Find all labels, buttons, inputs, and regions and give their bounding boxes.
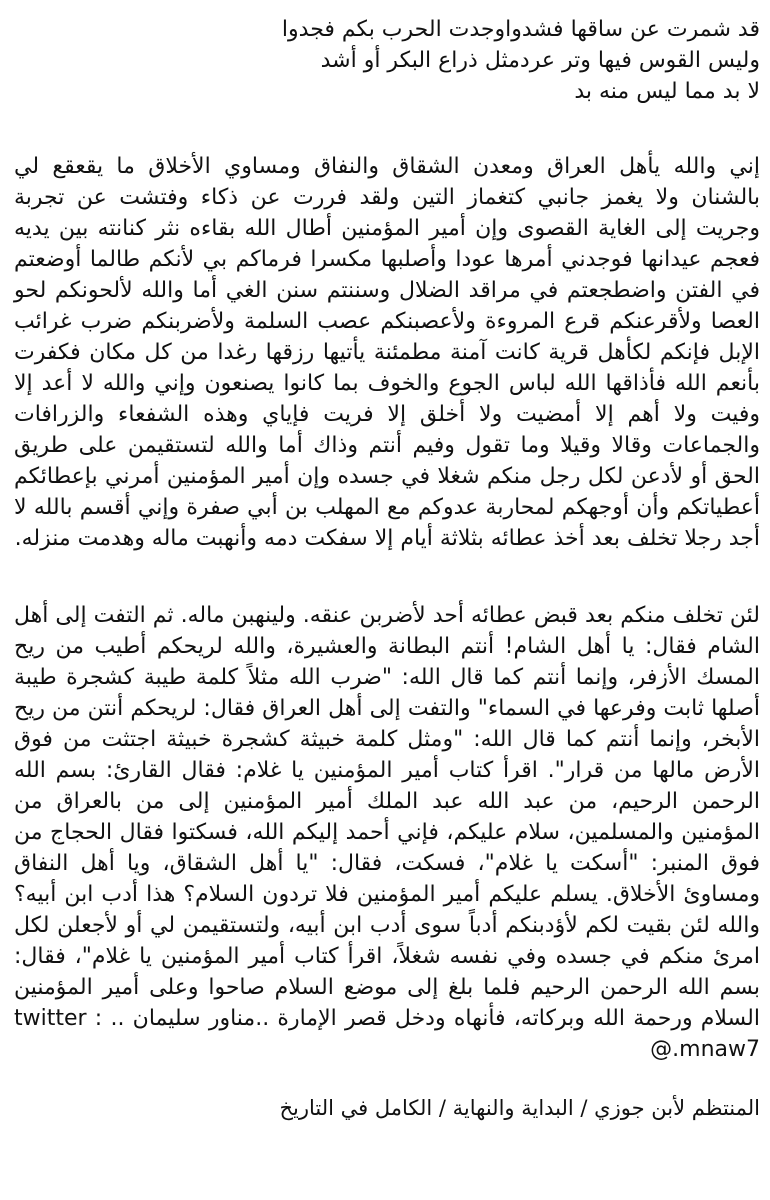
poem-verses: [14, 14, 760, 107]
letter-text: لئن تخلف منكم بعد قبض عطائه أحد لأضربن عنقه. ولينهبن ماله. ثم التفت إلى أهل الشام فقال: يا أهل الشام! أنتم البطانة والعشيرة، والله لريحكم أطيب من ريح المسك الأزفر، وإنما أنتم كما قال الله: "ضرب الله مثلاً كلمة طيبة كشجرة طيبة أصلها ثابت وفرعها في السماء" والتفت إلى أهل العراق فقال: لريحكم أنتن من ريح الأبخر، وإنما أنتم كما قال الله: "ومثل كلمة خبيثة كشجرة خبيثة اجتثت من فوق الأرض مالها من قرار". اقرأ كتاب أمير المؤمنين يا غلام: فقال القارئ: بسم الله الرحمن الرحيم، من عبد الله عبد الملك أمير المؤمنين إلى من بالعراق من المؤمنين والمسلمين، سلام عليكم، فإني أحمد إليكم الله، فسكتوا فقال الحجاج من فوق المنبر: "أسكت يا غلام"، فسكت، فقال: "يا أهل الشقاق، ويا أهل النفاق ومساوئ الأخلاق. يسلم عليكم أمير المؤمنين فلا تردون السلام؟ هذا أدب ابن أبيه؟ والله لئن بقيت لكم لأؤدبنكم أدباً سوى أدب ابن أبيه، ولتستقيمن لي أو لأجعلن لكل امرئ منكم في جسده وفي نفسه شغلاً، اقرأ كتاب أمير المؤمنين يا غلام"، فقال: بسم الله الرحمن الرحيم فلما بلغ إلى موضع السلام صاحوا وعلى أمير المؤمنين السلام ورحمة الله وبركاته، فأنهاه ودخل قصر الإمارة ..مناور سليمان ..: [14, 603, 760, 1031]
poem-line: قد شمرت عن ساقها فشدواوجدت الحرب بكم فجدوا: [281, 17, 760, 42]
sources-line: المنتظم لأبن جوزي / البداية والنهاية / الكامل في التاريخ: [279, 1096, 760, 1120]
letter-paragraph: [14, 600, 760, 1065]
speech-paragraph: إني والله يأهل العراق ومعدن الشقاق والنفاق ومساوي الأخلاق ما يقعقع لي بالشنان ولا يغمز جانبي كتغماز التين ولقد فررت عن ذكاء وفتشت عن تجربة وجريت إلى الغاية القصوى وإن أمير المؤمنين أطال الله بقاءه نثر كنانته بين يديه فعجم عيدانها فوجدني أمرها عودا وأصلبها مكسرا فرماكم بي لأنكم طالما أوضعتم في الفتن واضطجعتم في مراقد الضلال وسننتم سنن الغي أما والله لألحونكم لحو العصا ولأقرعنكم قرع المروءة ولأعصبنكم عصب السلمة ولأضربنكم ضرب غرائب الإبل فإنكم لكأهل قرية كانت آمنة مطمئنة يأتيها رزقها رغدا من كل مكان فكفرت بأنعم الله فأذاقها الله لباس الجوع والخوف بما كانوا يصنعون وإني والله لا أعد إلا وفيت ولا أهم إلا أمضيت ولا أخلق إلا فريت فإياي وهذه الشفعاء والزرافات والجماعات وقالا وقيلا وما تقول وفيم أنتم وذاك أما والله لتستقيمن على طريق الحق أو لأدعن لكل رجل منكم شغلا في جسده وإن أمير المؤمنين أمرني بإعطائكم أعطياتكم وأن أوجهكم لمحاربة عدوكم مع المهلب بن أبي صفرة وإني أقسم بالله لا أجد رجلا تخلف بعد أخذ عطائه بثلاثة أيام إلا سفكت دمه وأنهبت ماله وهدمت منزله.: [14, 154, 760, 551]
poem-line: لا بد مما ليس منه بد: [574, 79, 760, 104]
twitter-handle: twitter : @.mnaw7: [14, 1006, 760, 1062]
poem-line: وليس القوس فيها وتر عردمثل ذراع البكر أو أشد: [320, 48, 760, 73]
